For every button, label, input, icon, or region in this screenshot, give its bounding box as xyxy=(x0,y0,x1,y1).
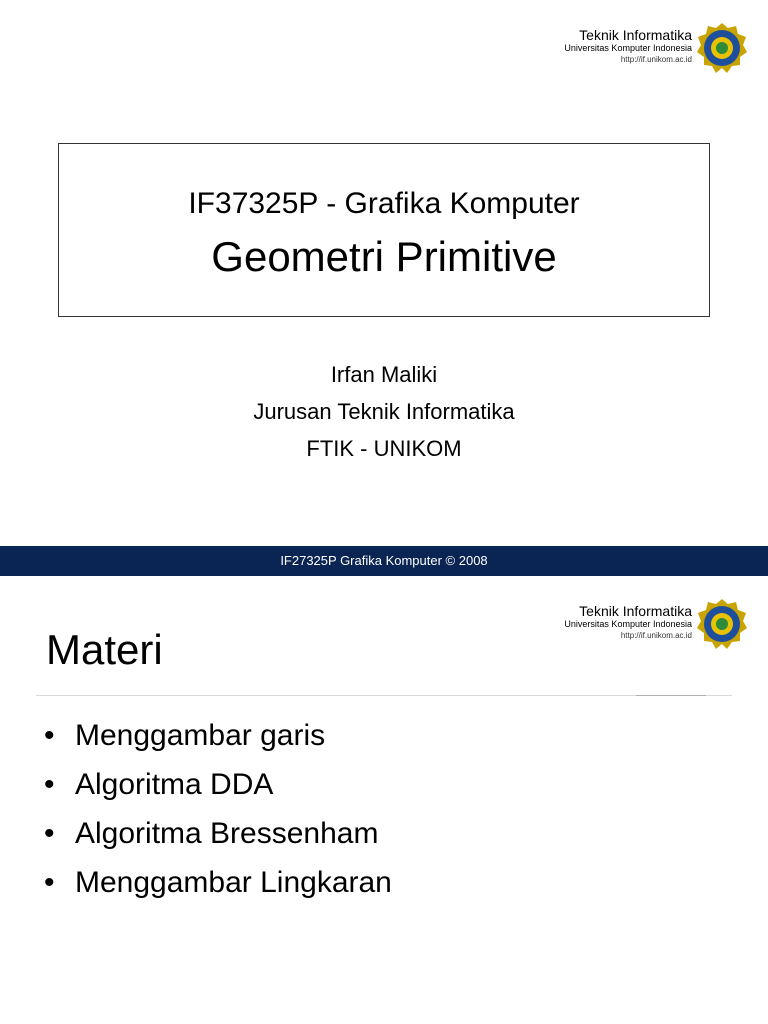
slide-title: Materi xyxy=(46,626,163,673)
footer-bar xyxy=(0,546,768,576)
faculty: FTIK - UNIKOM xyxy=(306,436,462,461)
brand-title: Teknik Informatika xyxy=(579,603,692,619)
brand-url: http://if.unikom.ac.id xyxy=(620,55,692,64)
title-divider-accent xyxy=(636,695,706,696)
brand-url: http://if.unikom.ac.id xyxy=(620,631,692,640)
bullet-text: Algoritma Bressenham xyxy=(75,817,379,850)
list-item xyxy=(44,858,392,907)
university-logo-icon xyxy=(696,22,748,74)
bullet-icon: • xyxy=(44,866,55,899)
department: Jurusan Teknik Informatika xyxy=(253,399,515,424)
bullet-text: Menggambar Lingkaran xyxy=(75,866,392,899)
content-slide xyxy=(0,576,768,1024)
bullet-icon: • xyxy=(44,768,55,801)
bullet-list xyxy=(44,711,392,907)
bullet-text: Menggambar garis xyxy=(75,719,326,752)
brand-title: Teknik Informatika xyxy=(579,27,692,43)
title-divider xyxy=(36,695,732,696)
brand-block xyxy=(564,27,692,65)
bullet-text: Algoritma DDA xyxy=(75,768,274,801)
course-title: IF37325P - Grafika Komputer xyxy=(188,187,580,220)
author-block xyxy=(0,356,768,467)
main-title: Geometri Primitive xyxy=(211,233,557,280)
title-box xyxy=(58,143,710,317)
footer-text: IF27325P Grafika Komputer © 2008 xyxy=(280,553,488,568)
author-name: Irfan Maliki xyxy=(330,362,438,387)
bullet-icon: • xyxy=(44,817,55,850)
list-item xyxy=(44,711,392,760)
list-item xyxy=(44,809,392,858)
bullet-icon: • xyxy=(44,719,55,752)
university-logo-icon xyxy=(696,598,748,650)
brand-subtitle: Universitas Komputer Indonesia xyxy=(564,619,692,629)
list-item xyxy=(44,760,392,809)
brand-subtitle: Universitas Komputer Indonesia xyxy=(564,43,692,53)
brand-block xyxy=(564,603,692,641)
